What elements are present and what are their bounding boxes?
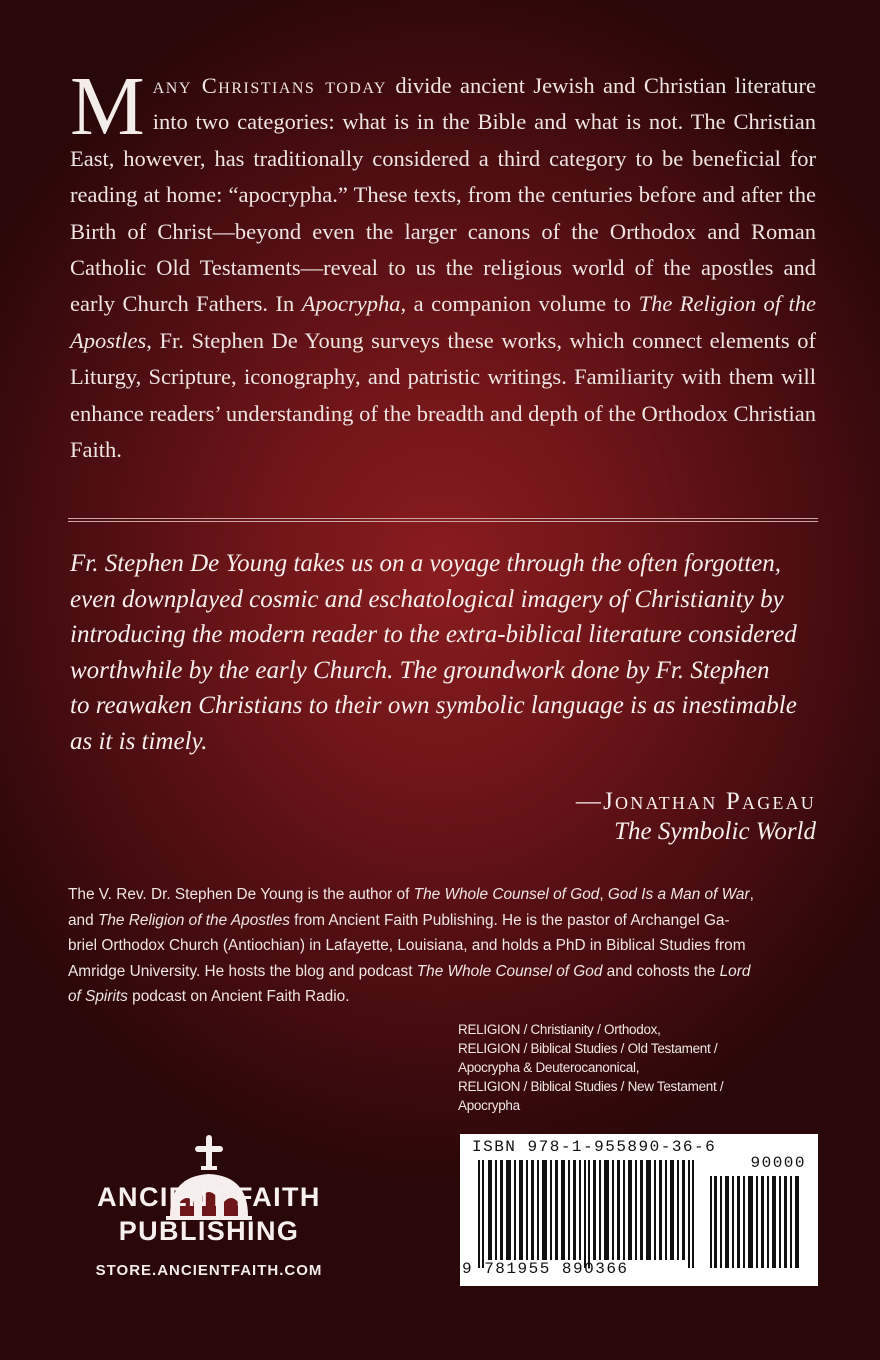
bio-text: podcast on Ancient Faith Radio. (127, 988, 350, 1005)
bio-title: of Spirits (68, 988, 128, 1005)
blurb-lead: any Christians today (152, 73, 387, 98)
bio-text: and cohosts the (602, 962, 720, 980)
bio-text: , (749, 886, 754, 903)
bio-text: from Ancient Faith Publishing. He is the pastor of Archangel Ga- (289, 911, 730, 929)
bio-line: briel Orthodox Church (Antiochian) in Lafayette, Louisiana, and holds a PhD in Biblical Studies from (68, 937, 746, 954)
quote-line: introducing the modern reader to the extra-biblical literature considered (70, 621, 797, 648)
endorsement-quote (70, 546, 816, 759)
bio-title: God Is a Man of War (607, 886, 750, 903)
bio-line (68, 882, 816, 908)
store-url: STORE.ANCIENTFAITH.COM (95, 1262, 323, 1279)
price-code: 90000 (750, 1154, 806, 1172)
publisher-line-1: ANCIENT FAITH (97, 1182, 321, 1212)
category-line: Apocrypha & Deuterocanonical, (458, 1060, 640, 1075)
barcode-digits: 9 781955 890366 (462, 1260, 629, 1278)
bio-title: The Whole Counsel of God (416, 962, 603, 980)
quote-line: as it is timely. (70, 727, 208, 755)
endorser-publication: The Symbolic World (614, 818, 816, 845)
bio-line (68, 959, 816, 985)
bio-title: The Religion of the Apostles (97, 911, 290, 929)
bisac-categories (458, 1020, 818, 1115)
bio-line (68, 908, 816, 934)
barcode-icon (476, 1160, 702, 1268)
bio-text: Amridge University. He hosts the blog and podcast (68, 962, 417, 980)
bio-line (68, 984, 816, 1010)
category-line: RELIGION / Christianity / Orthodox, (458, 1022, 661, 1037)
category-line: RELIGION / Biblical Studies / Old Testament / (458, 1041, 718, 1056)
quote-line: Fr. Stephen De Young takes us on a voyage through the often forgotten, (70, 550, 782, 577)
category-line: RELIGION / Biblical Studies / New Testament / (458, 1079, 724, 1094)
category-line: Apocrypha (458, 1098, 520, 1113)
author-bio (68, 882, 816, 1010)
blurb-title-religion: The Religion of the Apostles (70, 291, 817, 353)
divider (68, 518, 818, 522)
addon-barcode-icon (710, 1176, 804, 1268)
bio-text: The V. Rev. Dr. Stephen De Young is the author of (68, 886, 414, 903)
bio-text: , (599, 886, 608, 903)
blurb-text-1: divide ancient Jewish and Christian literature into two categories: what is in the Bible and what is not. The Christian East, however, has traditionally considered a third category to be beneficial for reading at home: “apocrypha.” These texts, from the centuries before and after the Birth of Christ—beyond even the larger canons of the Orthodox and Roman Catholic Old Testaments—reveal to us the religious world of the apostles and early Church Fathers. In (70, 73, 816, 317)
bio-title: The Whole Counsel of God (413, 886, 600, 903)
quote-line: even downplayed cosmic and eschatological imagery of Christianity by (70, 585, 784, 613)
quote-line: to reawaken Christians to their own symbolic language is as inestimable (70, 692, 797, 719)
isbn-barcode (460, 1134, 818, 1286)
blurb-text-3: , Fr. Stephen De Young surveys these works, which connect elements of Liturgy, Scripture, iconography, and patristic writings. Familiarity with them will enhance readers’ understanding of the breadth and depth of the Orthodox Christian Faith. (70, 327, 816, 463)
bio-title: Lord (719, 962, 751, 980)
blurb-text-2: , a companion volume to (400, 291, 639, 317)
isbn-label: ISBN 978-1-955890-36-6 (472, 1138, 717, 1156)
endorser-name: —Jonathan Pageau (575, 788, 816, 815)
blurb (70, 60, 817, 468)
publisher-name (64, 1180, 354, 1248)
blurb-title-apocrypha: Apocrypha (301, 291, 401, 317)
drop-cap: M (70, 60, 145, 153)
publisher-line-2: PUBLISHING (118, 1216, 300, 1246)
quote-line: worthwhile by the early Church. The groundwork done by Fr. Stephen (70, 656, 770, 684)
bio-text: and (68, 911, 98, 929)
